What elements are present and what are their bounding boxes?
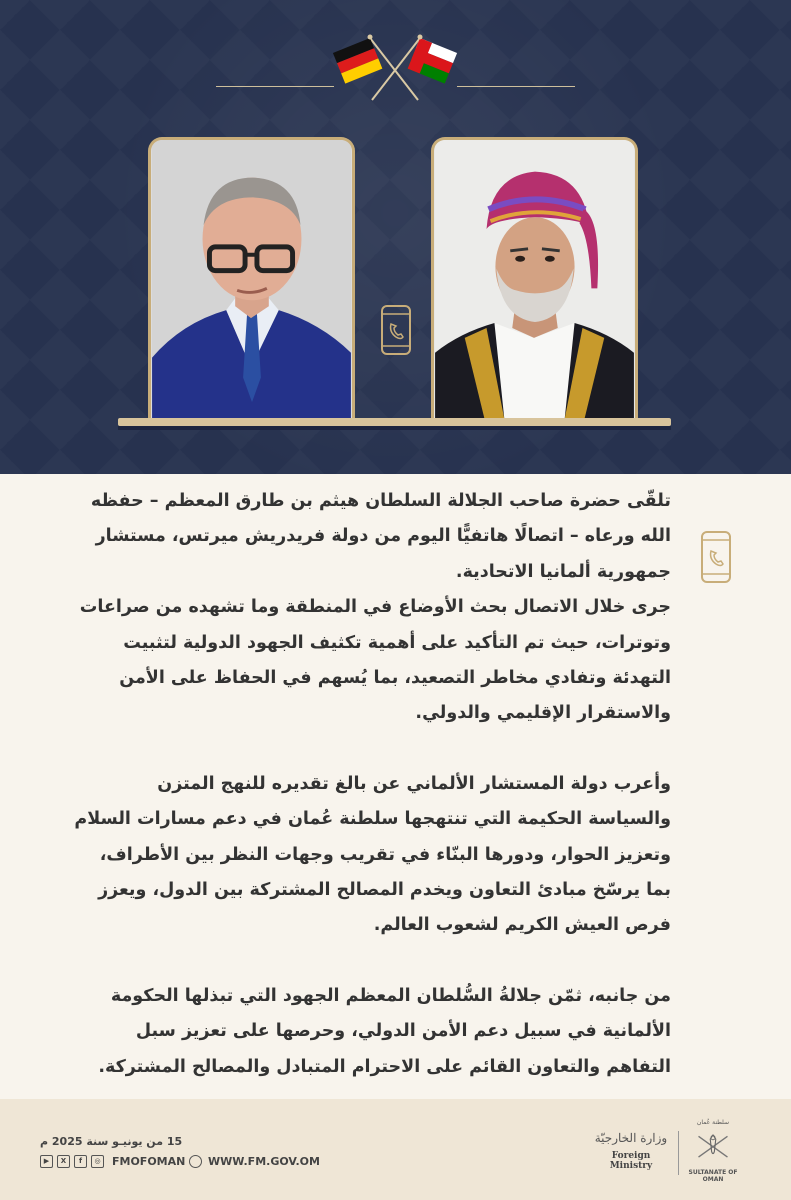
emblem-caption-arabic: سلطنة عُمان [696, 1119, 730, 1126]
ministry-name-english: Foreign Ministry [609, 1151, 653, 1171]
facebook-icon[interactable]: f [74, 1155, 87, 1168]
phone-call-icon [700, 530, 732, 584]
portrait-image-right [434, 140, 635, 419]
portrait-frame-left [148, 137, 355, 419]
instagram-icon[interactable]: ◎ [91, 1155, 104, 1168]
x-icon[interactable]: X [57, 1155, 70, 1168]
paragraph-1: تلقّى حضرة صاحب الجلالة السلطان هيثم بن طارق المعظم – حفظه الله ورعاه – اتصالًا هاتفيًّا اليوم من دولة فريدريش ميرتس، مستشار جمهورية ألمانيا الاتحادية. [90, 491, 671, 582]
phone-call-icon [380, 304, 412, 356]
oman-emblem [684, 1119, 742, 1185]
header-banner [0, 0, 791, 474]
youtube-icon[interactable]: ▶ [40, 1155, 53, 1168]
social-links [40, 1155, 185, 1168]
publish-date: 15 من يونيـو سنة 2025 م [40, 1135, 183, 1148]
paragraph-4: من جانبه، ثمّن جلالةُ السُّلطان المعظم الجهود التي تبذلها الحكومة الألمانية في سبيل دعم الأمن الدولي، وحرصها على تعزيز سبل التفاهم والتعاون القائم على الاحترام المتبادل والمصالح المشتركة. [98, 985, 671, 1077]
social-handle[interactable]: FMOFOMAN [112, 1155, 186, 1168]
website-url[interactable]: WWW.FM.GOV.OM [208, 1155, 320, 1168]
ledge-shadow [118, 426, 671, 430]
divider-line-right [457, 86, 575, 87]
portrait-frame-right [431, 137, 638, 419]
khanjar-emblem-icon [693, 1131, 733, 1161]
divider-line-left [216, 86, 334, 87]
paragraph-3: وأعرب دولة المستشار الألماني عن بالغ تقديره للنهج المتزن والسياسة الحكيمة التي تنتهجها سلطنة عُمان في دعم مسارات السلام وتعزيز الحوار، ودورها البنّاء في تقريب وجهات النظر بين الأطراف، بما يرسّخ مبادئ التعاون ويخدم المصالح المشتركة بين الدول، ويعزز فرص العيش الكريم لشعوب العالم. [74, 773, 671, 936]
footer-divider [678, 1131, 679, 1175]
article-body [0, 474, 791, 1099]
emblem-caption-english: SULTANATE OF OMAN [688, 1169, 738, 1183]
portrait-image-left [151, 140, 352, 419]
gold-ledge [118, 418, 671, 426]
ministry-name-arabic: وزارة الخارجيّة [594, 1131, 668, 1145]
paragraph-2: جرى خلال الاتصال بحث الأوضاع في المنطقة وما تشهده من صراعات وتوترات، حيث تم التأكيد على أهمية تكثيف الجهود الدولية لتثبيت التهدئة وتفادي مخاطر التصعيد، بما يُسهم في الحفاظ على الأمن والاستقرار الإقليمي والدولي. [79, 597, 671, 724]
ministry-logo-text [592, 1131, 670, 1171]
footer [0, 1099, 791, 1200]
crossed-flags-icon [330, 30, 460, 110]
article-text [71, 484, 671, 1085]
globe-icon [189, 1155, 202, 1168]
website-link[interactable] [189, 1155, 320, 1168]
